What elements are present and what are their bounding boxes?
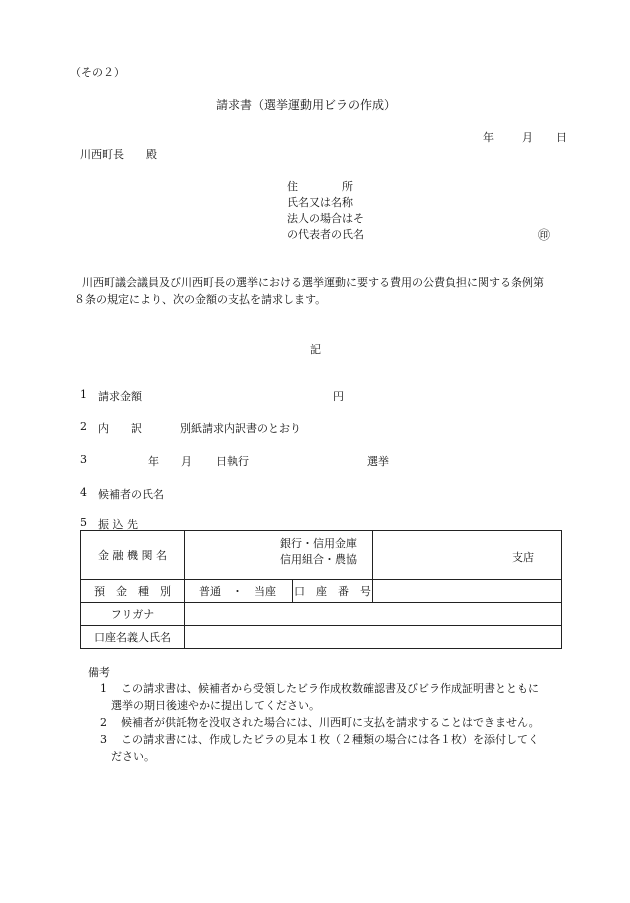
item-5-number: 5	[80, 516, 87, 529]
bank-type-line-2: 信用組合・農協	[280, 553, 357, 566]
institution-field[interactable]	[185, 531, 373, 580]
item-4-label: 候補者の氏名	[98, 488, 164, 501]
furigana-field[interactable]	[185, 603, 562, 626]
account-holder-label: 口座名義人氏名	[81, 626, 185, 649]
deposit-type-label: 預 金 種 別	[81, 580, 185, 603]
note-2-line-a: 候補者が供託物を没収された場合には、川西町に支払を請求することはできません。	[121, 716, 540, 729]
item-3-day: 日執行	[216, 455, 249, 468]
item-3-number: 3	[80, 453, 87, 466]
form-number: （その２）	[70, 66, 125, 79]
account-number-label	[293, 580, 373, 603]
addressee: 川西町長 殿	[80, 148, 157, 161]
date-year-label: 年	[483, 131, 494, 144]
date-month-label: 月	[522, 131, 533, 144]
note-3-line-a: この請求書には、作成したビラの見本１枚（２種類の場合には各１枚）を添付してく	[121, 733, 539, 746]
note-1-line-b: 選挙の期日後速やかに提出してください。	[111, 699, 320, 712]
branch-field[interactable]	[373, 531, 562, 580]
account-number-label-text: 口 座 番 号	[294, 585, 371, 598]
note-1-line-a: この請求書は、候補者から受領したビラ作成枚数確認書及びビラ作成証明書とともに	[121, 682, 539, 695]
item-1-unit: 円	[333, 390, 344, 403]
deposit-type-options[interactable]: 普通 ・ 当座	[185, 580, 293, 603]
account-holder-field[interactable]	[185, 626, 562, 649]
date-day-label: 日	[556, 131, 567, 144]
bank-type-line-1: 銀行・信用金庫	[280, 537, 357, 550]
corporation-label-2: の代表者の氏名	[287, 228, 364, 241]
item-1-label: 請求金額	[98, 390, 142, 403]
item-2-number: 2	[80, 420, 87, 433]
item-3-election: 選挙	[367, 455, 389, 468]
item-4-number: 4	[80, 486, 87, 499]
address-label: 住 所	[287, 180, 353, 193]
branch-label: 支店	[512, 551, 534, 564]
item-5-label: 振 込 先	[98, 518, 138, 531]
item-3-month: 月	[181, 455, 192, 468]
note-2-number: 2	[100, 716, 107, 729]
document-title: 請求書（選挙運動用ビラの作成）	[216, 98, 397, 112]
item-3-year: 年	[148, 455, 159, 468]
item-2-label: 内 訳	[98, 422, 142, 435]
item-2-value: 別紙請求内訳書のとおり	[180, 422, 301, 435]
note-1-number: 1	[100, 682, 107, 695]
ki-heading: 記	[310, 343, 321, 356]
notes-title: 備考	[88, 666, 110, 679]
body-line-1: 川西町議会議員及び川西町長の選挙における選挙運動に要する費用の公費負担に関する条例第	[82, 276, 544, 289]
item-1-number: 1	[80, 388, 87, 401]
corporation-label-1: 法人の場合はそ	[287, 212, 364, 225]
furigana-label: フリガナ	[81, 603, 185, 626]
note-3-line-b: ださい。	[111, 750, 155, 763]
institution-label: 金 融 機 関 名	[81, 531, 185, 580]
bank-transfer-table	[80, 530, 562, 649]
account-number-field[interactable]	[373, 580, 562, 603]
note-3-number: 3	[100, 733, 107, 746]
seal-icon: ㊞	[538, 228, 551, 242]
body-line-2: ８条の規定により、次の金額の支払を請求します。	[74, 293, 327, 306]
name-label: 氏名又は名称	[287, 196, 353, 209]
